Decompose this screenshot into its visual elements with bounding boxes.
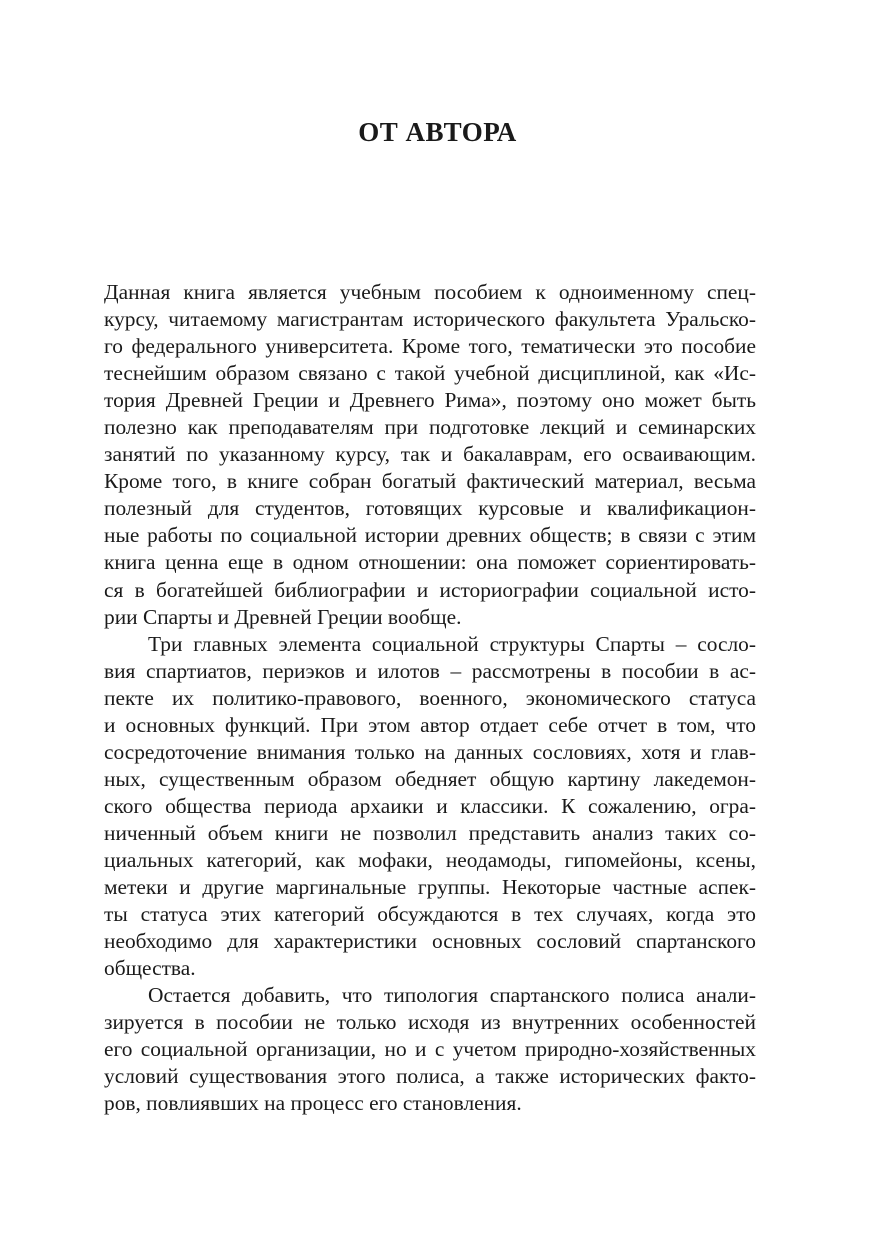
text-line: Три главных элемента социальной структуры Спарты – сосло-: [148, 631, 756, 656]
text-line: циальных категорий, как мофаки, неодамоды, гипомейоны, ксены,: [104, 847, 756, 872]
text-line: ты статуса этих категорий обсуждаются в тех случаях, когда это: [104, 902, 756, 927]
paragraph-1: [104, 279, 756, 631]
text-line: необходимо для характеристики основных сословий спартанского: [104, 929, 756, 954]
text-line: теснейшим образом связано с такой учебной дисциплиной, как «Ис-: [104, 361, 756, 386]
text-line: рии Спарты и Древней Греции вообще.: [104, 604, 462, 629]
text-line: ных, существенным образом обедняет общую картину лакедемон-: [104, 766, 756, 791]
body-text: [104, 279, 756, 1117]
text-line: книга ценна еще в одном отношении: она поможет сориентировать-: [104, 550, 756, 575]
text-line: общества.: [104, 956, 196, 981]
text-line: занятий по указанному курсу, так и бакалаврам, его осваивающим.: [104, 442, 756, 467]
paragraph-3: [104, 982, 756, 1117]
text-line: полезный для студентов, готовящих курсовые и квалификацион-: [104, 496, 756, 521]
text-line: Кроме того, в книге собран богатый фактический материал, весьма: [104, 469, 756, 494]
text-line: го федерального университета. Кроме того, тематически это пособие: [104, 334, 756, 359]
text-line: ся в богатейшей библиографии и историографии социальной исто-: [104, 577, 756, 602]
paragraph-2: [104, 631, 756, 983]
text-line: условий существования этого полиса, а также исторических факто-: [104, 1064, 756, 1089]
text-line: зируется в пособии не только исходя из внутренних особенностей: [104, 1010, 756, 1035]
text-line: тория Древней Греции и Древнего Рима», поэтому оно может быть: [104, 388, 756, 413]
text-line: курсу, читаемому магистрантам исторического факультета Уральско-: [104, 307, 756, 332]
text-line: вия спартиатов, периэков и илотов – рассмотрены в пособии в ас-: [104, 658, 756, 683]
text-line: сосредоточение внимания только на данных сословиях, хотя и глав-: [104, 739, 756, 764]
text-line: Данная книга является учебным пособием к одноименному спец-: [104, 280, 756, 304]
page-title: ОТ АВТОРА: [358, 117, 517, 147]
text-line: полезно как преподавателям при подготовке лекций и семинарских: [104, 415, 756, 440]
text-line: и основных функций. При этом автор отдает себе отчет в том, что: [104, 712, 756, 737]
text-line: Остается добавить, что типология спартанского полиса анали-: [148, 983, 756, 1008]
text-line: ные работы по социальной истории древних обществ; в связи с этим: [104, 523, 756, 548]
text-line: ского общества периода архаики и классики. К сожалению, огра-: [104, 793, 756, 818]
text-line: пекте их политико-правового, военного, экономического статуса: [104, 685, 756, 710]
text-line: ров, повлиявших на процесс его становления.: [104, 1091, 522, 1116]
text-line: метеки и другие маргинальные группы. Некоторые частные аспек-: [104, 875, 756, 900]
text-line: его социальной организации, но и с учетом природно-хозяйственных: [104, 1037, 756, 1062]
text-line: ниченный объем книги не позволил представить анализ таких со-: [104, 820, 756, 845]
